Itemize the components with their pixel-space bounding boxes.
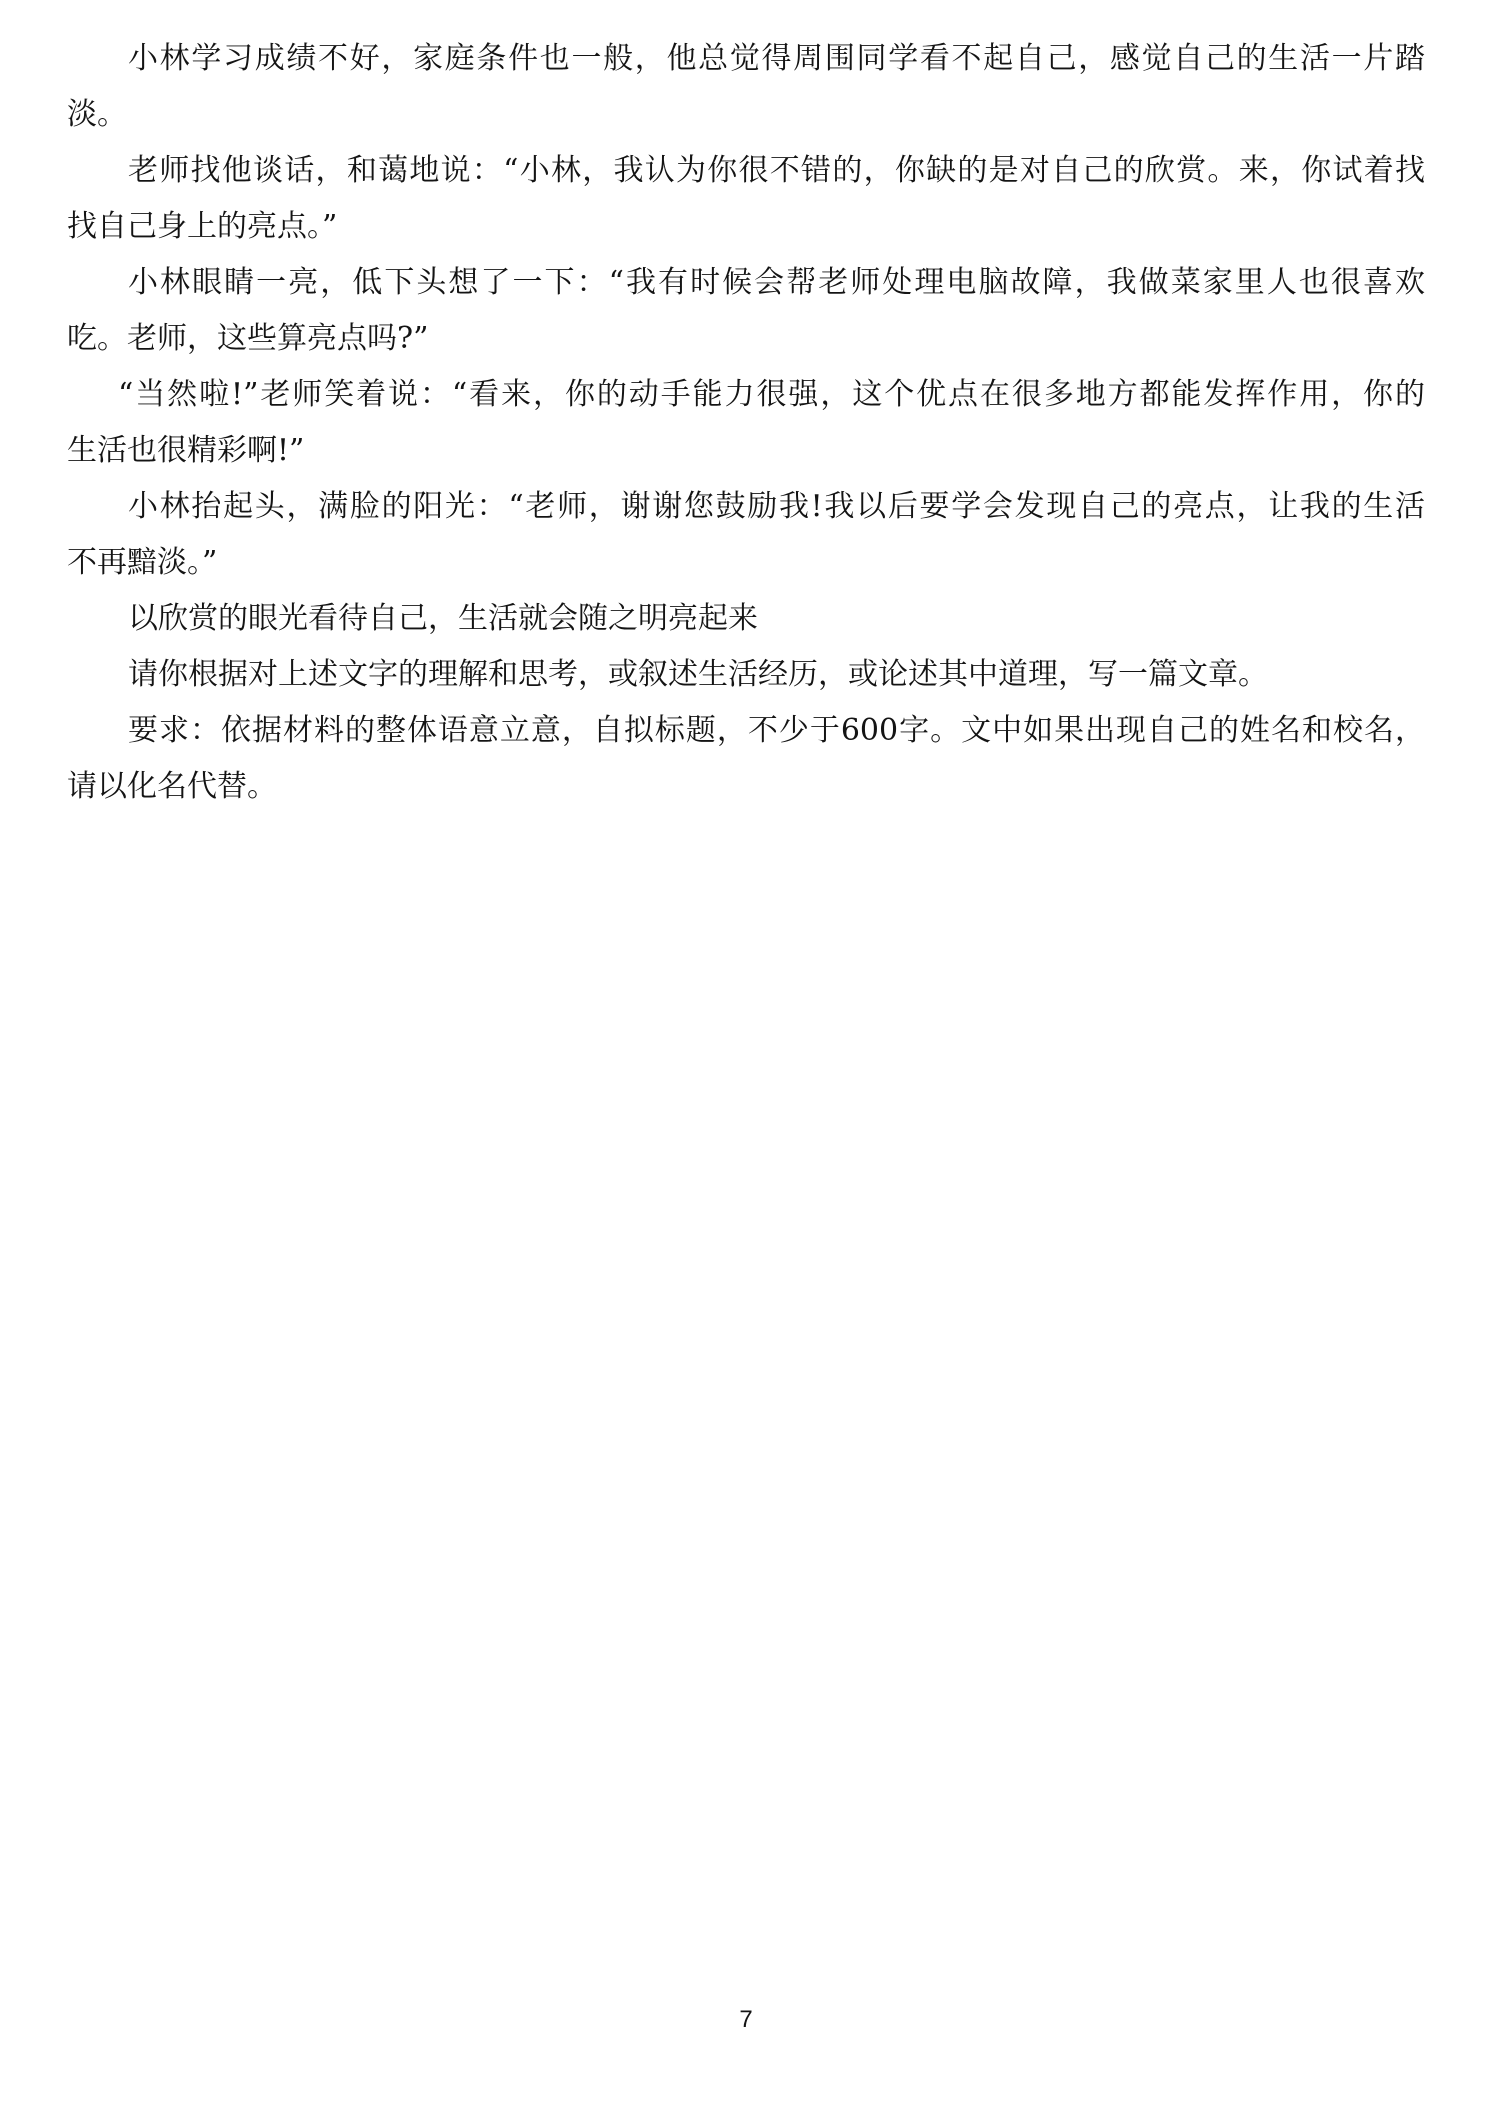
page-number: 7	[739, 2006, 753, 2033]
paragraph-4-line-1: “当然啦!”老师笑着说：“看来，你的动手能力很强，这个优点在很多地方都能发挥作用，你的	[118, 377, 1425, 412]
paragraph-6	[67, 591, 1425, 647]
paragraph-2	[67, 143, 1425, 255]
paragraph-3-line-1: 小林眼睛一亮，低下头想了一下：“我有时候会帮老师处理电脑故障，我做菜家里人也很喜欢	[128, 265, 1425, 300]
paragraph-2-line-2: 找自己身上的亮点。”	[67, 209, 338, 244]
paragraph-8	[67, 703, 1425, 815]
paragraph-5-line-2: 不再黯淡。”	[67, 545, 218, 580]
paragraph-3	[67, 255, 1425, 367]
body-text	[67, 31, 1425, 815]
paragraph-1-line-1: 小林学习成绩不好，家庭条件也一般，他总觉得周围同学看不起自己，感觉自己的生活一片踏	[128, 41, 1425, 76]
paragraph-7-line-1: 请你根据对上述文字的理解和思考，或叙述生活经历，或论述其中道理，写一篇文章。	[128, 657, 1268, 692]
paragraph-4	[67, 367, 1425, 479]
paragraph-2-line-1: 老师找他谈话，和蔼地说：“小林，我认为你很不错的，你缺的是对自己的欣赏。来，你试着找	[128, 153, 1425, 188]
paragraph-1	[67, 31, 1425, 143]
paragraph-7	[67, 647, 1425, 703]
paragraph-5-line-1: 小林抬起头，满脸的阳光：“老师，谢谢您鼓励我!我以后要学会发现自己的亮点，让我的生活	[128, 489, 1425, 524]
paragraph-1-line-2: 淡。	[67, 97, 127, 132]
paragraph-3-line-2: 吃。老师，这些算亮点吗?”	[67, 321, 429, 356]
paragraph-6-line-1: 以欣赏的眼光看待自己，生活就会随之明亮起来	[128, 601, 758, 636]
paragraph-5	[67, 479, 1425, 591]
paragraph-8-line-2: 请以化名代替。	[67, 769, 277, 804]
paragraph-8-line-1: 要求：依据材料的整体语意立意，自拟标题，不少于600字。文中如果出现自己的姓名和校名，	[128, 713, 1425, 748]
paragraph-4-line-2: 生活也很精彩啊!”	[67, 433, 305, 468]
